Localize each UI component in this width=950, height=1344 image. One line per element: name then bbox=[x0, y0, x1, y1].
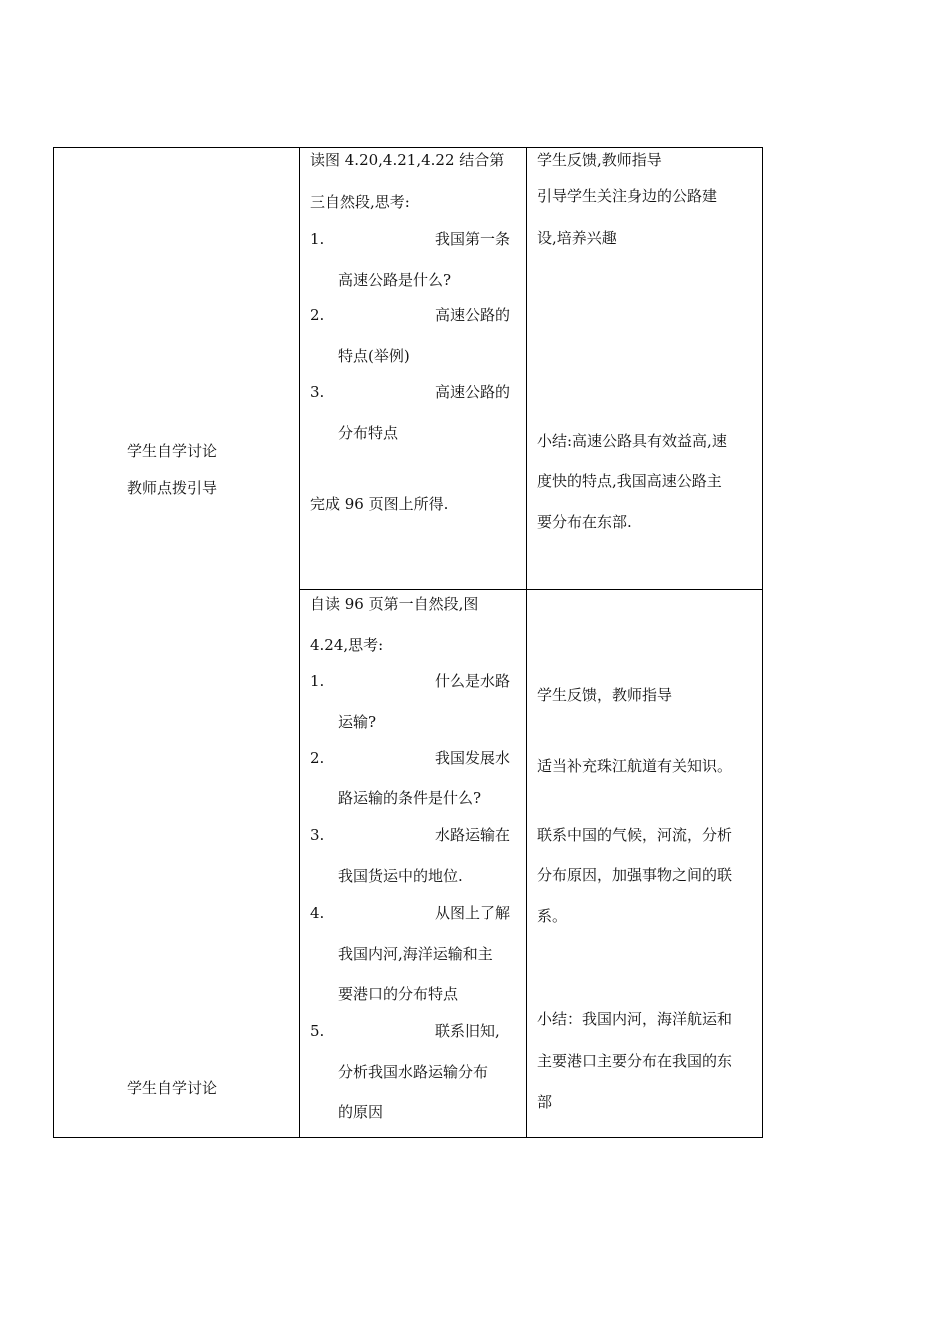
s2-q5-text-b: 分析我国水路运输分布 bbox=[338, 1063, 489, 1081]
table-border-left bbox=[53, 147, 54, 1138]
s2-guide-line1: 学生反馈，教师指导 bbox=[537, 686, 673, 704]
s2-guide-line2: 适当补充珠江航道有关知识。 bbox=[537, 757, 733, 775]
s1-q1-text-a: 我国第一条 bbox=[435, 230, 511, 248]
table-border-right bbox=[762, 147, 763, 1138]
s1-guide-line3: 设,培养兴趣 bbox=[537, 229, 617, 247]
s2-q2-text-b: 路运输的条件是什么? bbox=[338, 789, 482, 807]
row-divider bbox=[299, 589, 763, 590]
s1-summary-line1: 小结:高速公路具有效益高,速 bbox=[537, 432, 727, 450]
s2-summary-line1: 小结：我国内河，海洋航运和 bbox=[537, 1010, 733, 1028]
s1-q3-text-b: 分布特点 bbox=[338, 424, 399, 442]
s2-q1-number: 1. bbox=[310, 672, 325, 690]
s1-intro-line1: 读图 4.20,4.21,4.22 结合第 bbox=[310, 151, 505, 169]
left-label-self-study: 学生自学讨论 bbox=[127, 442, 218, 460]
s1-q2-text-b: 特点(举例) bbox=[338, 347, 410, 365]
s1-q2-text-a: 高速公路的 bbox=[435, 306, 511, 324]
s2-q3-number: 3. bbox=[310, 826, 325, 844]
s2-guide-line5: 系。 bbox=[537, 907, 568, 925]
s1-q2-number: 2. bbox=[310, 306, 325, 324]
s2-summary-line2: 主要港口主要分布在我国的东 bbox=[537, 1052, 733, 1070]
s1-q3-number: 3. bbox=[310, 383, 325, 401]
s2-q4-text-b: 我国内河,海洋运输和主 bbox=[338, 945, 493, 963]
column-divider-1 bbox=[299, 147, 300, 1138]
s2-q3-text-b: 我国货运中的地位. bbox=[338, 867, 463, 885]
s2-q5-text-c: 的原因 bbox=[338, 1103, 384, 1121]
s1-intro-line2: 三自然段,思考: bbox=[310, 193, 410, 211]
s2-guide-line3: 联系中国的气候，河流，分析 bbox=[537, 826, 733, 844]
s2-q4-text-a: 从图上了解 bbox=[435, 904, 511, 922]
table-border-top bbox=[53, 147, 763, 148]
s1-q1-number: 1. bbox=[310, 230, 325, 248]
s1-q1-text-b: 高速公路是什么? bbox=[338, 271, 452, 289]
s1-summary-line3: 要分布在东部. bbox=[537, 513, 632, 531]
left-label-teacher-guide: 教师点拨引导 bbox=[127, 479, 218, 497]
s2-guide-line4: 分布原因，加强事物之间的联 bbox=[537, 866, 733, 884]
s1-q3-text-a: 高速公路的 bbox=[435, 383, 511, 401]
s2-intro-line1: 自读 96 页第一自然段,图 bbox=[310, 595, 479, 613]
s2-q4-text-c: 要港口的分布特点 bbox=[338, 985, 459, 1003]
s2-q3-text-a: 水路运输在 bbox=[435, 826, 511, 844]
left-label-self-study-2: 学生自学讨论 bbox=[127, 1079, 218, 1097]
table-border-bottom bbox=[53, 1137, 763, 1138]
s2-summary-line3: 部 bbox=[537, 1093, 553, 1111]
s2-q2-number: 2. bbox=[310, 749, 325, 767]
s2-q5-number: 5. bbox=[310, 1022, 325, 1040]
s2-intro-line2: 4.24,思考: bbox=[310, 636, 384, 654]
s1-summary-line2: 度快的特点,我国高速公路主 bbox=[537, 472, 722, 490]
s2-q2-text-a: 我国发展水 bbox=[435, 749, 511, 767]
s2-q4-number: 4. bbox=[310, 904, 325, 922]
s2-q1-text-a: 什么是水路 bbox=[435, 672, 511, 690]
s2-q1-text-b: 运输? bbox=[338, 713, 377, 731]
s2-q5-text-a: 联系旧知, bbox=[435, 1022, 500, 1040]
s1-guide-line2: 引导学生关注身边的公路建 bbox=[537, 187, 718, 205]
s1-guide-line1: 学生反馈,教师指导 bbox=[537, 151, 662, 169]
s1-task: 完成 96 页图上所得. bbox=[310, 495, 449, 513]
column-divider-2 bbox=[526, 147, 527, 1138]
